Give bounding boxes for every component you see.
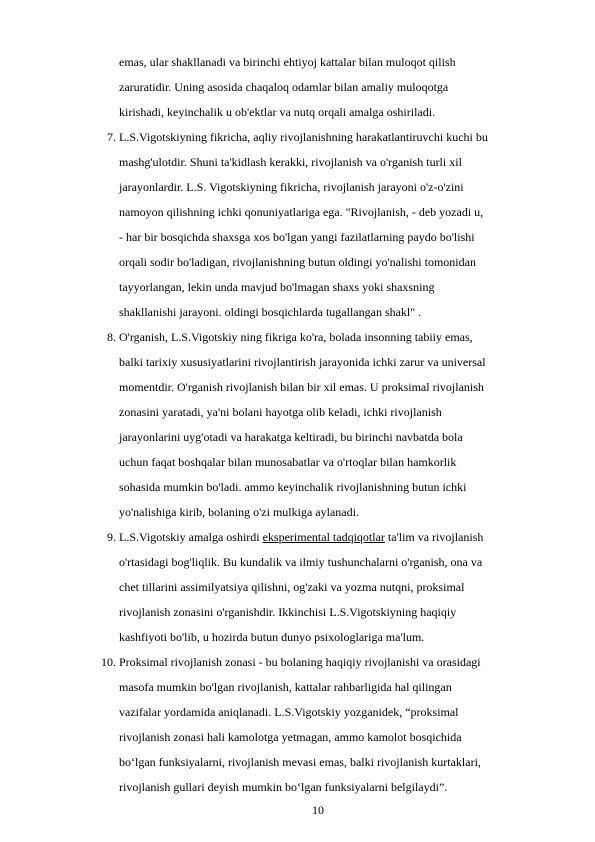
text-line: chet tillarini assimilyatsiya qilishni, og'zaki va yozma nutqni, proksimal — [119, 580, 465, 594]
text-line: masofa mumkin bo'lgan rivojlanish, kattalar rahbarligida hal qilingan — [119, 680, 452, 694]
text-line — [119, 530, 483, 544]
text-line: sohasida mumkin bo'ladi. ammo keyinchalik rivojlanishning butun ichki — [119, 480, 467, 494]
list-number-10: 10. — [101, 655, 116, 669]
text-line: momentdir. O'rganish rivojlanish bilan bir xil emas. U proksimal rivojlanish — [119, 380, 484, 394]
text-segment: ta'lim va rivojlanish — [384, 530, 484, 544]
research-link[interactable]: eksperimental tadqiqotlar — [262, 530, 385, 544]
text-line: kirishadi, keyinchalik u ob'ektlar va nutq orqali amalga oshiriladi. — [119, 105, 436, 119]
text-line: uchun faqat boshqalar bilan munosabatlar va o'rtoqlar bilan hamkorlik — [119, 455, 457, 469]
text-line: o'rtasidagi bog'liqlik. Bu kundalik va ilmiy tushunchalarni o'rganish, ona va — [119, 555, 483, 569]
list-number-7: 7. — [107, 130, 116, 144]
list-number-8: 8. — [107, 330, 116, 344]
text-line: O'rganish, L.S.Vigotskiy ning fikriga ko'ra, bolada insonning tabiiy emas, — [119, 330, 473, 344]
page-number: 10 — [312, 803, 324, 817]
text-segment: L.S.Vigotskiy amalga oshirdi — [119, 530, 263, 544]
text-line: L.S.Vigotskiyning fikricha, aqliy rivojlanishning harakatlantiruvchi kuchi bu — [119, 130, 488, 144]
text-line: mashg'ulotdir. Shuni ta'kidlash kerakki, rivojlanish va o'rganish turli xil — [119, 155, 462, 169]
text-line: bo‘lgan funksiyalarni, rivojlanish mevasi emas, balki rivojlanish kurtaklari, — [119, 755, 481, 769]
text-line: jarayonlardir. L.S. Vigotskiyning fikricha, rivojlanish jarayoni o'z-o'zini — [119, 180, 464, 194]
list-number-9: 9. — [107, 530, 116, 544]
text-line: balki tarixiy xususiyatlarini rivojlantirish jarayonida ichki zarur va universal — [119, 355, 486, 369]
text-line: rivojlanish zonasi hali kamolotga yetmagan, ammo kamolot bosqichida — [119, 730, 462, 744]
text-line: orqali sodir bo'ladigan, rivojlanishning butun oldingi yo'nalishi tomonidan — [119, 255, 476, 269]
text-line: emas, ular shakllanadi va birinchi ehtiyoj kattalar bilan muloqot qilish — [119, 55, 456, 69]
text-line: kashfiyoti bo'lib, u hozirda butun dunyo psixologlariga ma'lum. — [119, 630, 425, 644]
text-line: - har bir bosqichda shaxsga xos bo'lgan yangi fazilatlarning paydo bo'lishi — [119, 230, 475, 244]
text-line: tayyorlangan, lekin unda mavjud bo'lmagan shaxs yoki shaxsning — [119, 280, 435, 294]
text-line: rivojlanish gullari deyish mumkin bo‘lgan funksiyalarni belgilaydi”. — [119, 780, 448, 794]
text-line: zonasini yaratadi, ya'ni bolani hayotga olib keladi, ichki rivojlanish — [119, 405, 442, 419]
text-line: jarayonlarini uyg'otadi va harakatga keltiradi, bu birinchi navbatda bola — [119, 430, 463, 444]
text-line: Proksimal rivojlanish zonasi - bu bolaning haqiqiy rivojlanishi va orasidagi — [119, 655, 481, 669]
text-line: rivojlanish zonasini o'rganishdir. Ikkinchisi L.S.Vigotskiyning haqiqiy — [119, 605, 457, 619]
text-line: zaruratidir. Uning asosida chaqaloq odamlar bilan amaliy muloqotga — [119, 80, 449, 94]
text-line: shakllanishi jarayoni. oldingi bosqichlarda tugallangan shakl" . — [119, 305, 422, 319]
text-line: yo'nalishiga kirib, bolaning o'zi mulkiga aylanadi. — [119, 505, 359, 519]
text-line: vazifalar yordamida aniqlanadi. L.S.Vigotskiy yozganidek, “proksimal — [119, 705, 459, 719]
text-line: namoyon qilishning ichki qonuniyatlariga ega. "Rivojlanish, - deb yozadi u, — [119, 205, 484, 219]
